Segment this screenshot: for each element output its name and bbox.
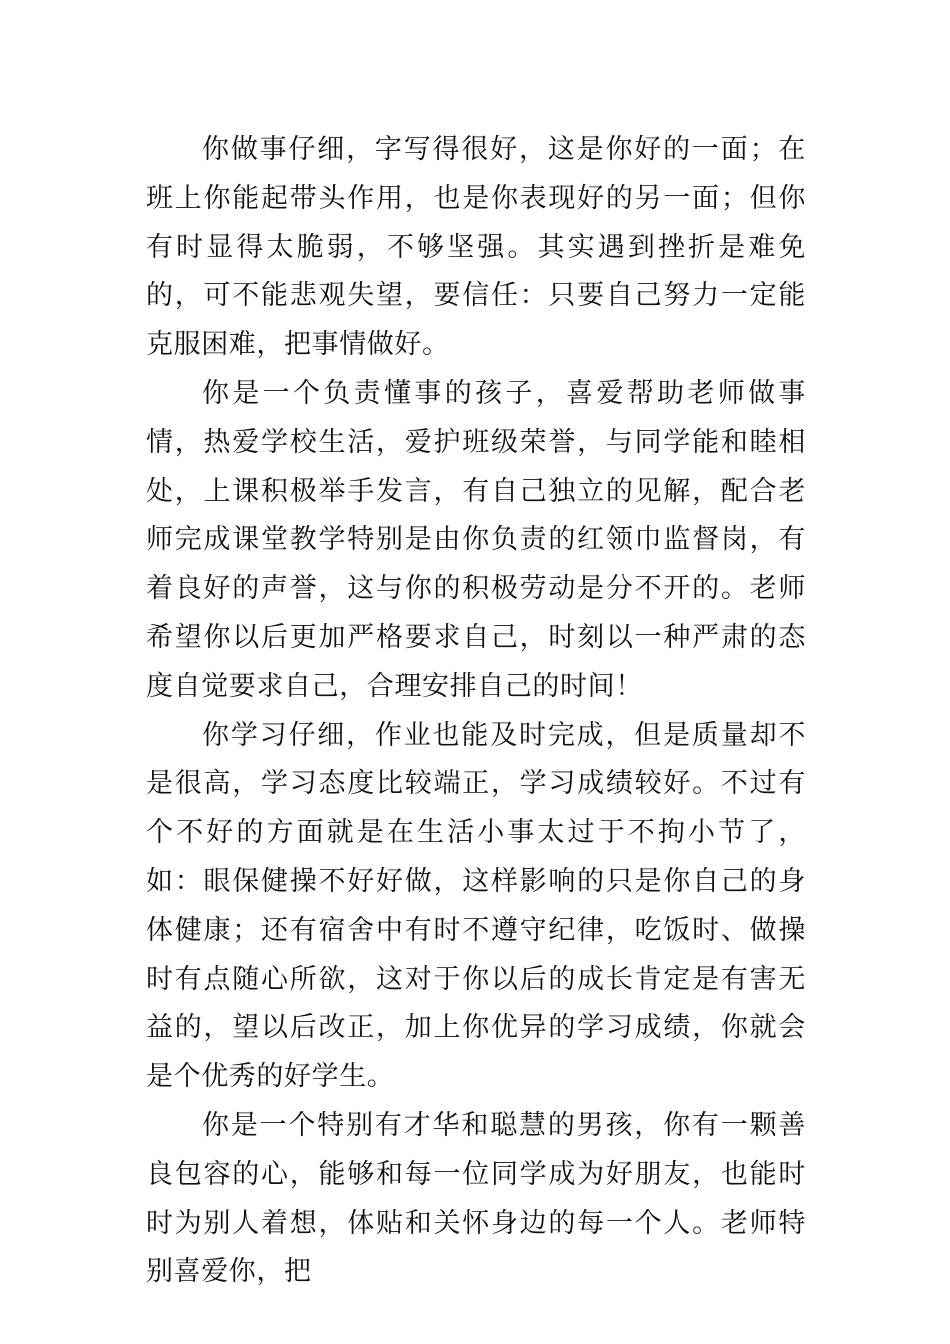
paragraph-2: 你是一个负责懂事的孩子，喜爱帮助老师做事情，热爱学校生活，爱护班级荣誉，与同学能和睦相处，上课积极举手发言，有自己独立的见解，配合老师完成课堂教学特别是由你负责的红领巾监督岗，有着良好的声誉，这与你的积极劳动是分不开的。老师希望你以后更加严格要求自己，时刻以一种严肃的态度自觉要求自己，合理安排自己的时间！ — [146, 377, 806, 702]
paragraph-3: 你学习仔细，作业也能及时完成，但是质量却不是很高，学习态度比较端正，学习成绩较好。不过有个不好的方面就是在生活小事太过于不拘小节了，如：眼保健操不好好做，这样影响的只是你自己的身体健康；还有宿舍中有时不遵守纪律，吃饭时、做操时有点随心所欲，这对于你以后的成长肯定是有害无益的，望以后改正，加上你优异的学习成绩，你就会是个优秀的好学生。 — [146, 719, 806, 1093]
document-body — [146, 126, 806, 1297]
paragraph-4: 你是一个特别有才华和聪慧的男孩，你有一颗善良包容的心，能够和每一位同学成为好朋友，也能时时为别人着想，体贴和关怀身边的每一个人。老师特别喜爱你，把 — [146, 1109, 806, 1288]
paragraph-1: 你做事仔细，字写得很好，这是你好的一面；在班上你能起带头作用，也是你表现好的另一面；但你有时显得太脆弱，不够坚强。其实遇到挫折是难免的，可不能悲观失望，要信任：只要自己努力一定能克服困难，把事情做好。 — [146, 134, 806, 361]
